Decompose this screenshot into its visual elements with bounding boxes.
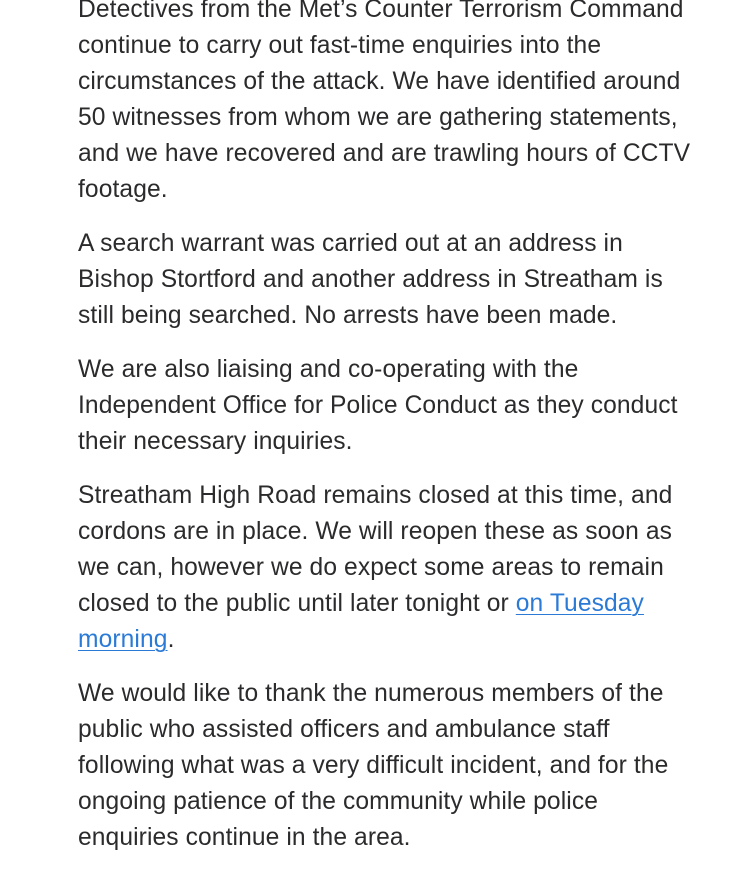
paragraph-iopc: We are also liaising and co-operating with the Independent Office for Police Conduct as they conduct their necessary inquiries. bbox=[78, 356, 678, 455]
road-closure-text: Streatham High Road remains closed at this time, and cordons are in place. We will reopen these as soon as we can, however we do expect some areas to remain closed to the public until later tonight or bbox=[78, 482, 673, 617]
paragraph-search-warrant: A search warrant was carried out at an address in Bishop Stortford and another address in Streatham is still being searched. No arrests have been made. bbox=[78, 230, 663, 329]
road-closure-text-end: . bbox=[167, 626, 175, 653]
paragraph-road-closure bbox=[78, 478, 698, 658]
paragraph-thanks: We would like to thank the numerous members of the public who assisted officers and ambulance staff following what was a very difficult incident, and for the ongoing patience of the community while police enquiries continue in the area. bbox=[78, 680, 669, 851]
paragraph-investigation: Detectives from the Met’s Counter Terrorism Command continue to carry out fast-time enquiries into the circumstances of the attack. We have identified around 50 witnesses from whom we are gathering statements, and we have recovered and are trawling hours of CCTV footage. bbox=[78, 0, 691, 203]
tuesday-morning-link[interactable]: on Tuesday morning bbox=[78, 590, 644, 653]
article-body bbox=[78, 0, 698, 874]
